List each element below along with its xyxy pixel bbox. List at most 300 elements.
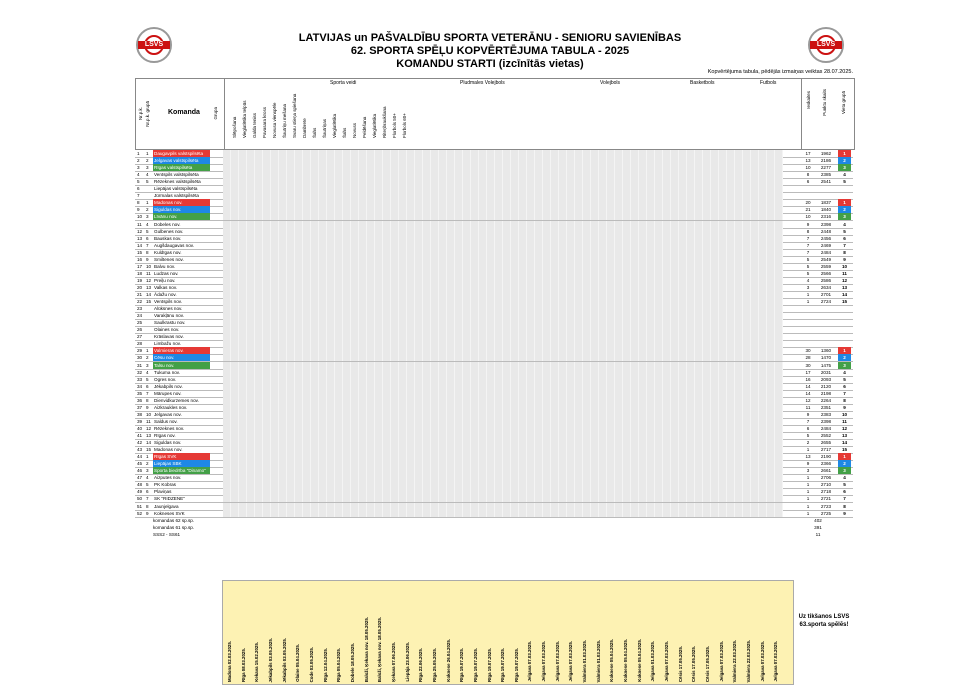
location-date: Valmiera 01.03.2025. [582,639,588,682]
team-name: Dienvidkurzemes nov. [154,397,199,403]
row-ieskaites: 3 [806,284,810,290]
result-cells [223,347,783,354]
row-number: 30 [137,355,143,361]
result-cells [223,439,783,446]
row-ieskaites: 7 [806,235,810,241]
col-komanda: Komanda [168,109,200,116]
row-points: 2634 [820,284,832,290]
row-number: 49 [137,489,143,495]
row-number: 26 [137,327,143,333]
team-name: Cēsu nov. [153,354,210,361]
row-ieskaites: 1 [806,299,810,305]
team-name: Rēzeknes nov. [154,425,185,431]
row-points: 1360 [820,348,832,354]
row-ieskaites: 1 [806,292,810,297]
section-sporta-veidi: Sporta veidi [330,80,357,86]
result-cells [223,150,783,157]
row-group-number: 7 [146,242,149,248]
sport-header: Novuss [352,122,357,138]
col-ieskaites: Ieskaites [806,91,811,109]
row-number: 28 [137,341,143,347]
team-name: Siguldas nov. [153,206,210,213]
section-basketbols: Basketbols [690,80,715,86]
row-number: 6 [137,186,140,192]
location-date: Koknese 05.04.2025. [636,639,642,682]
team-name: Bauskas nov. [154,235,182,241]
row-group-number: 1 [146,348,149,354]
team-name: Siguldas nov. [154,440,182,446]
row-number: 34 [137,383,143,389]
row-place: 4 [843,172,846,178]
row-group-number: 5 [146,228,149,234]
row-group-number: 8 [146,249,149,255]
row-number: 10 [137,214,143,220]
location-date: Jelgava 07.03.2025. [568,641,574,682]
result-cells [223,397,783,404]
row-number: 21 [137,292,143,297]
invite-text: Uz tikšanos LSVS 63.sporta spēlēs! [798,614,850,628]
row-points: 2456 [820,235,832,241]
team-name: Smiltenes nov. [154,256,184,262]
team-name: Līvānu nov. [153,213,210,220]
row-group-number: 7 [146,390,149,396]
row-number: 15 [137,249,143,255]
location-date: Rīga 19.07.2025. [459,648,465,682]
result-cells [223,425,783,432]
result-cells [223,369,783,376]
row-group-number: 6 [146,383,149,389]
row-number: 31 [137,362,143,368]
row-place: 7 [843,242,846,248]
result-cells [223,291,783,298]
row-points: 2724 [820,299,832,305]
row-number: 11 [137,221,142,227]
row-ieskaites: 13 [805,454,811,460]
summary-label: SSS2 - SS61 [153,531,181,537]
location-date: Olaine 05.04.2025. [295,644,301,682]
location-date: Liepāja 23.06.2025. [404,642,410,682]
team-name: Liepājas valstspilsēta [154,186,198,192]
location-date: Jelgava 07.03.2025. [759,641,765,682]
row-points: 2093 [820,376,832,382]
row-group-number: 4 [146,221,149,227]
row-group-number: 11 [146,270,151,276]
result-cells [223,277,783,284]
location-date: Rīga 25.05.2025. [431,648,437,682]
row-points: 2661 [820,468,832,474]
row-group-number: 13 [146,433,152,438]
row-number: 46 [137,468,143,474]
sport-header: Dambrete [302,118,307,138]
team-name: Tukuma nov. [154,369,181,375]
row-points: 2701 [820,292,832,297]
row-place: 14 [841,440,848,446]
sport-header: Florbols 50+ [392,113,397,138]
result-cells [223,333,783,340]
row-ieskaites: 1 [806,482,810,488]
location-date: Baloži, Ķekava nov. 18.05.2025. [363,616,369,682]
row-points: 2448 [820,228,832,234]
result-cells [223,249,783,256]
location-date: Jelgava 01.03.2025. [650,641,656,682]
result-cells [223,235,783,242]
row-number: 51 [137,503,143,509]
row-ieskaites: 6 [806,179,810,185]
result-cells [223,228,783,235]
row-place: 8 [843,249,846,255]
result-cells [223,411,783,418]
location-date: Jelgava 07.03.2025. [664,641,670,682]
row-ieskaites: 9 [806,411,810,417]
location-date: Dobele 18.05.2025. [349,642,355,682]
col-group: Grupa [213,107,218,120]
location-date: Jēkabpils 03.05.2025. [281,637,287,682]
row-ieskaites: 9 [806,221,810,227]
team-name: Aizputes nov. [154,475,182,481]
sport-header: Šautriņu mešana [282,103,287,138]
row-number: 38 [137,411,143,417]
result-cells [223,495,783,502]
row-group-number: 8 [146,503,149,509]
row-ieskaites: 28 [805,355,811,361]
row-group-number: 2 [146,158,149,164]
location-date: Rīga 19.07.2025. [500,648,506,682]
row-number: 19 [137,277,143,283]
row-place: 3 [838,164,851,171]
result-cells [223,206,783,213]
result-cells [223,319,783,326]
result-cells [223,383,783,390]
row-group-number: 4 [146,172,149,178]
row-ieskaites: 17 [805,369,811,375]
sport-header: Pavasara kross [262,106,267,138]
row-points: 2717 [820,447,832,453]
col-nr: Nr.p.k. [138,107,143,121]
sport-header: Novusa vienspēle [272,102,277,138]
result-cells [223,432,783,439]
row-group-number: 5 [146,482,149,488]
row-group-number: 14 [146,292,152,297]
row-place: 5 [843,179,846,185]
row-place: 1 [838,150,851,157]
row-points: 2398 [820,221,832,227]
result-cells [223,263,783,270]
row-points: 2484 [820,249,832,255]
row-points: 2706 [820,475,832,481]
row-ieskaites: 20 [805,200,811,206]
location-date: Code 03.05.2025. [308,646,314,682]
col-punkti: Punktu skaits [822,89,827,116]
row-number: 37 [137,404,143,410]
row-place: 4 [843,475,846,481]
row-place: 14 [841,292,848,297]
row-number: 45 [137,461,143,467]
row-points: 2031 [820,369,832,375]
row-group-number: 9 [146,256,149,262]
row-ieskaites: 16 [805,376,811,382]
row-place: 8 [843,503,846,509]
result-cells [223,298,783,305]
summary-value: 402 [814,517,822,523]
row-points: 2366 [820,461,832,467]
team-name: Jelgavas nov. [154,411,182,417]
section-volejbols: Volejbols [600,80,621,86]
location-date: Cēsis 17.05.2025. [705,645,711,682]
row-place: 10 [841,263,848,269]
summary-value: 11 [815,531,821,537]
row-ieskaites: 1 [806,475,810,481]
location-date: Madona 02.03.2025. [227,640,232,682]
team-name: Saulkrastu nov. [154,320,186,326]
row-group-number: 2 [146,461,149,467]
summary-value: 391 [814,524,822,530]
row-points: 2398 [820,418,832,424]
row-place: 9 [843,256,846,262]
row-points: 2469 [820,242,832,248]
row-ieskaites: 5 [806,270,810,276]
row-number: 29 [137,348,143,354]
row-number: 47 [137,475,143,481]
team-name: Valmieras nov. [153,347,210,354]
row-place: 5 [843,482,846,488]
row-points: 2710 [820,482,832,488]
row-ieskaites: 30 [805,348,811,354]
row-group-number: 2 [146,207,149,213]
location-date: Ķekava 07.06.2025. [390,642,396,682]
team-name: Alūksnes nov. [154,306,183,312]
row-points: 1475 [820,362,832,368]
row-number: 1 [137,151,140,156]
col-nr-group: Nr.p.k. grupā [145,101,150,127]
team-name: Rīgas SVK [153,453,210,460]
row-ieskaites: 11 [805,404,811,410]
row-ieskaites: 4 [806,277,810,283]
sport-header: Šautriņas [322,118,327,138]
team-name: Rēzeknes valstspilsēta [154,179,201,185]
row-ieskaites: 1 [806,503,810,509]
row-ieskaites: 8 [806,172,810,178]
location-date: Jelgava 07.03.2025. [541,641,547,682]
row-number: 39 [137,418,143,424]
row-place: 13 [841,433,848,438]
sport-header: Peldēšana [362,116,367,138]
team-name: Valkas nov. [154,284,178,290]
row-number: 12 [137,228,143,234]
team-name: Sporta biedrība "Dinamo" [153,467,210,474]
row-ieskaites: 1 [806,489,810,495]
sport-header: Slēpošana [232,116,237,138]
sport-header: Vieglatlētika [372,113,377,138]
row-ieskaites: 7 [806,418,810,424]
row-ieskaites: 21 [805,207,811,213]
team-name: Kokneses SVK [154,510,185,516]
row-place: 3 [838,362,851,369]
row-place: 8 [843,397,846,403]
team-name: Olaines nov. [154,327,180,333]
row-number: 2 [137,158,140,164]
row-number: 52 [137,510,143,516]
row-number: 36 [137,397,143,403]
row-place: 1 [838,199,851,206]
result-cells [223,213,783,220]
row-place: 6 [843,383,846,389]
result-cells [223,446,783,453]
result-cells [223,362,783,369]
row-number: 41 [137,433,143,438]
sport-header: Vieglatlētika telpās [242,100,247,138]
team-name: Ogres nov. [154,376,177,382]
row-number: 40 [137,425,143,431]
result-cells [223,418,783,425]
result-cells [223,284,783,291]
row-points: 1840 [820,207,832,213]
row-ieskaites: 3 [806,468,810,474]
title-line-1: LATVIJAS un PAŠVALDĪBU SPORTA VETERĀNU - SENIORU SAVIENĪBAS [298,32,682,44]
result-cells [223,305,783,312]
row-ieskaites: 5 [806,256,810,262]
row-group-number: 15 [146,447,152,453]
row-points: 2655 [820,440,832,446]
col-vieta: Vieta grupā [841,91,846,114]
row-group-number: 10 [146,263,152,269]
result-cells [223,199,783,206]
result-cells [223,354,783,361]
result-cells [223,221,783,228]
row-points: 1837 [820,200,832,206]
row-place: 7 [843,390,846,396]
team-name: Rīgas valstspilsēta [153,164,210,171]
lsvs-logo-left: LSVS [136,27,172,63]
team-name: Plaviņas [154,489,172,495]
row-points: 1962 [820,151,832,156]
location-date: Rīga 12.04.2025. [322,648,328,682]
row-group-number: 5 [146,376,149,382]
row-number: 32 [137,369,143,375]
row-number: 23 [137,306,143,312]
row-group-number: 12 [146,277,152,283]
row-group-number: 1 [146,200,149,206]
row-group-number: 12 [146,425,152,431]
result-cells [223,488,783,495]
location-date: Rīga 22.06.2025. [418,648,424,682]
location-date: Cēsis 17.05.2025. [677,645,683,682]
team-name: Krāslavas nov. [154,334,184,340]
row-number: 4 [137,172,140,178]
team-name: Mārupes nov. [154,390,182,396]
row-ieskaites: 9 [806,461,810,467]
locations-strip [222,580,794,685]
row-number: 3 [137,165,140,171]
team-name: Augšdaugavas nov. [154,242,195,248]
row-points: 2198 [820,390,832,396]
row-ieskaites: 10 [805,165,811,171]
row-place: 4 [843,221,846,227]
row-number: 35 [137,390,143,396]
row-number: 9 [137,207,140,213]
result-cells [223,192,783,199]
row-ieskaites: 5 [806,433,810,438]
row-group-number: 11 [146,418,151,424]
location-date: Koknese 26.04.2025. [445,639,451,682]
row-number: 20 [137,284,143,290]
row-ieskaites: 8 [806,228,810,234]
row-place: 2 [838,206,851,213]
result-cells [223,256,783,263]
row-points: 2385 [820,172,832,178]
row-points: 2721 [820,496,832,502]
row-group-number: 8 [146,397,149,403]
result-cells [223,453,783,460]
sport-header: Šahs [342,127,347,138]
location-date: Jelgava 07.03.2025. [718,641,724,682]
row-number: 14 [137,242,143,248]
result-cells [223,376,783,383]
row-ieskaites: 13 [805,158,811,164]
row-ieskaites: 30 [805,362,811,368]
row-number: 17 [137,263,143,269]
row-points: 2120 [820,383,832,389]
row-group-number: 4 [146,369,149,375]
row-points: 2264 [820,397,832,403]
row-number: 43 [137,447,143,453]
result-cells [223,340,783,347]
location-date: Rīga 08.03.2025. [240,648,246,682]
row-ieskaites: 1 [806,447,810,453]
section-futbols: Futbols [760,80,777,86]
row-place: 1 [838,453,851,460]
team-name: Ventspils valstspilsēta [154,172,199,178]
row-points: 2383 [820,411,832,417]
row-points: 2586 [820,277,832,283]
result-cells [223,312,783,319]
team-name: Rīgas nov. [154,433,176,438]
row-number: 16 [137,256,143,262]
row-points: 2549 [820,256,832,262]
row-points: 1470 [820,355,832,361]
row-group-number: 10 [146,411,152,417]
row-points: 2559 [820,263,832,269]
row-points: 2316 [820,214,832,220]
result-cells [223,178,783,185]
result-cells [223,270,783,277]
team-name: Preiļu nov. [154,277,176,283]
row-ieskaites: 1 [806,496,810,502]
row-place: 3 [838,467,851,474]
row-points: 2351 [820,404,832,410]
row-number: 33 [137,376,143,382]
row-place: 15 [841,299,848,305]
result-cells [223,157,783,164]
row-place: 7 [843,496,846,502]
result-cells [223,242,783,249]
team-name: Madonas nov. [154,447,183,453]
row-group-number: 4 [146,475,149,481]
team-name: Saldus nov. [154,418,178,424]
row-points: 2484 [820,425,832,431]
row-points: 2566 [820,270,832,276]
row-number: 48 [137,482,143,488]
row-points: 2552 [820,433,832,438]
row-group-number: 2 [146,355,149,361]
team-name: SK "RIDZENE" [154,496,185,502]
row-group-number: 3 [146,165,149,171]
row-place: 1 [838,347,851,354]
location-date: Kekava 15.02.2025. [254,642,260,682]
location-date: Rīga 19.07.2025. [486,648,492,682]
result-cells [223,510,783,517]
row-place: 4 [843,369,846,375]
location-date: Rīga 19.07.2025. [472,648,478,682]
